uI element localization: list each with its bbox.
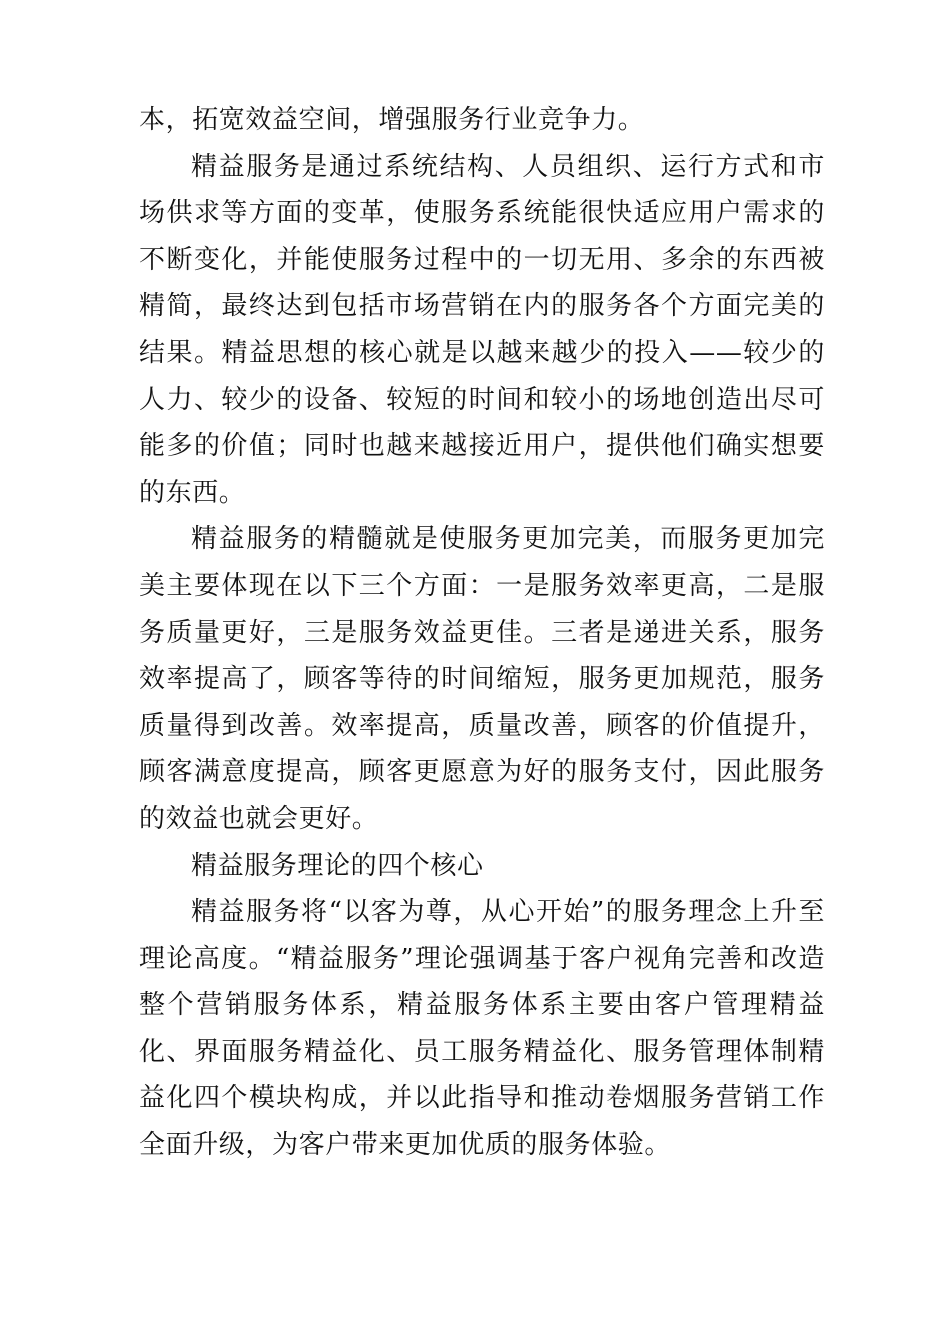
paragraph-four-cores: 精益服务将“以客为尊，从心开始”的服务理念上升至理论高度。“精益服务”理论强调基于客户视角完善和改造整个营销服务体系，精益服务体系主要由客户管理精益化、界面服务精益化、员工服务精益化、服务管理体制精益化四个模块构成，并以此指导和推动卷烟服务营销工作全面升级，为客户带来更加优质的服务体验。 bbox=[139, 897, 825, 1161]
paragraph-lean-service-essence: 精益服务的精髓就是使服务更加完美，而服务更加完美主要体现在以下三个方面：一是服务效率更高，二是服务质量更好，三是服务效益更佳。三者是递进关系，服务效率提高了，顾客等待的时间缩短，服务更加规范，服务质量得到改善。效率提高，质量改善，顾客的价值提升，顾客满意度提高，顾客更愿意为好的服务支付，因此服务的效益也就会更好。 bbox=[139, 524, 825, 834]
paragraph-lean-service-definition: 精益服务是通过系统结构、人员组织、运行方式和市场供求等方面的变革，使服务系统能很快适应用户需求的不断变化，并能使服务过程中的一切无用、多余的东西被精简，最终达到包括市场营销在内的服务各个方面完美的结果。精益思想的核心就是以越来越少的投入——较少的人力、较少的设备、较短的时间和较小的场地创造出尽可能多的价值；同时也越来越接近用户，提供他们确实想要的东西。 bbox=[139, 151, 825, 508]
document-body bbox=[139, 97, 825, 1169]
paragraph-continuation: 本，拓宽效益空间，增强服务行业竞争力。 bbox=[139, 105, 645, 135]
section-heading: 精益服务理论的四个核心 bbox=[191, 850, 484, 881]
